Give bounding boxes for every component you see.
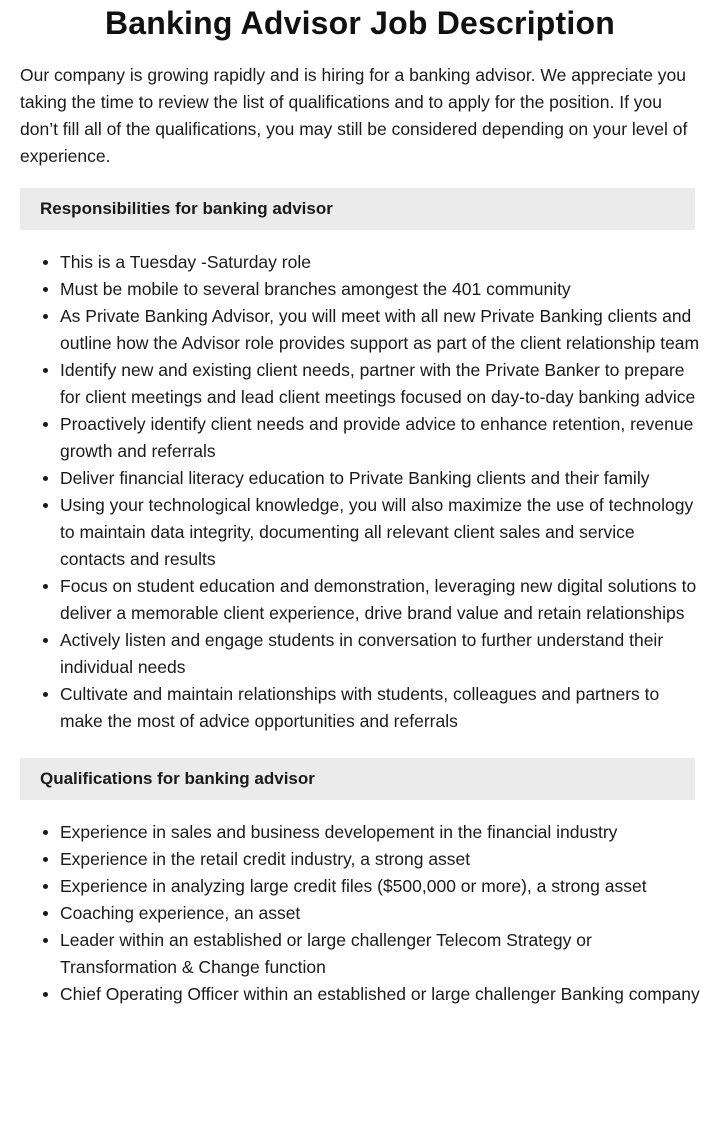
qualification-item: Chief Operating Officer within an established or large challenger Banking company [60,981,720,1008]
responsibility-item: Cultivate and maintain relationships with students, colleagues and partners to make the most of advice opportunities and referrals [60,681,720,735]
qualification-item: Coaching experience, an asset [60,900,720,927]
intro-paragraph: Our company is growing rapidly and is hiring for a banking advisor. We appreciate you taking the time to review the list of qualifications and to apply for the position. If you don’t fill all of the qualifications, you may still be considered depending on your level of experience. [20,65,688,166]
responsibility-item: Identify new and existing client needs, partner with the Private Banker to prepare for client meetings and lead client meetings focused on day-to-day banking advice [60,357,720,411]
qualification-item: Leader within an established or large challenger Telecom Strategy or Transformation & Change function [60,927,720,981]
section-spacer [0,735,720,740]
page-title: Banking Advisor Job Description [105,5,615,41]
responsibility-item: This is a Tuesday -Saturday role [60,249,720,276]
qualification-item: Experience in analyzing large credit files ($500,000 or more), a strong asset [60,873,720,900]
qualification-item: Experience in sales and business developement in the financial industry [60,819,720,846]
qualifications-heading: Qualifications for banking advisor [20,758,695,800]
responsibility-item: Actively listen and engage students in conversation to further understand their individual needs [60,627,720,681]
qualification-item: Experience in the retail credit industry, a strong asset [60,846,720,873]
responsibility-item: Proactively identify client needs and provide advice to enhance retention, revenue growth and referrals [60,411,720,465]
qualifications-list [0,819,720,1008]
responsibility-item: Focus on student education and demonstration, leveraging new digital solutions to deliver a memorable client experience, drive brand value and retain relationships [60,573,720,627]
responsibility-item: Using your technological knowledge, you will also maximize the use of technology to maintain data integrity, documenting all relevant client sales and service contacts and results [60,492,720,573]
responsibility-item: As Private Banking Advisor, you will meet with all new Private Banking clients and outline how the Advisor role provides support as part of the client relationship team [60,303,720,357]
responsibilities-list [0,249,720,735]
responsibilities-heading: Responsibilities for banking advisor [20,188,695,230]
responsibility-item: Must be mobile to several branches amongest the 401 community [60,276,720,303]
responsibility-item: Deliver financial literacy education to Private Banking clients and their family [60,465,720,492]
